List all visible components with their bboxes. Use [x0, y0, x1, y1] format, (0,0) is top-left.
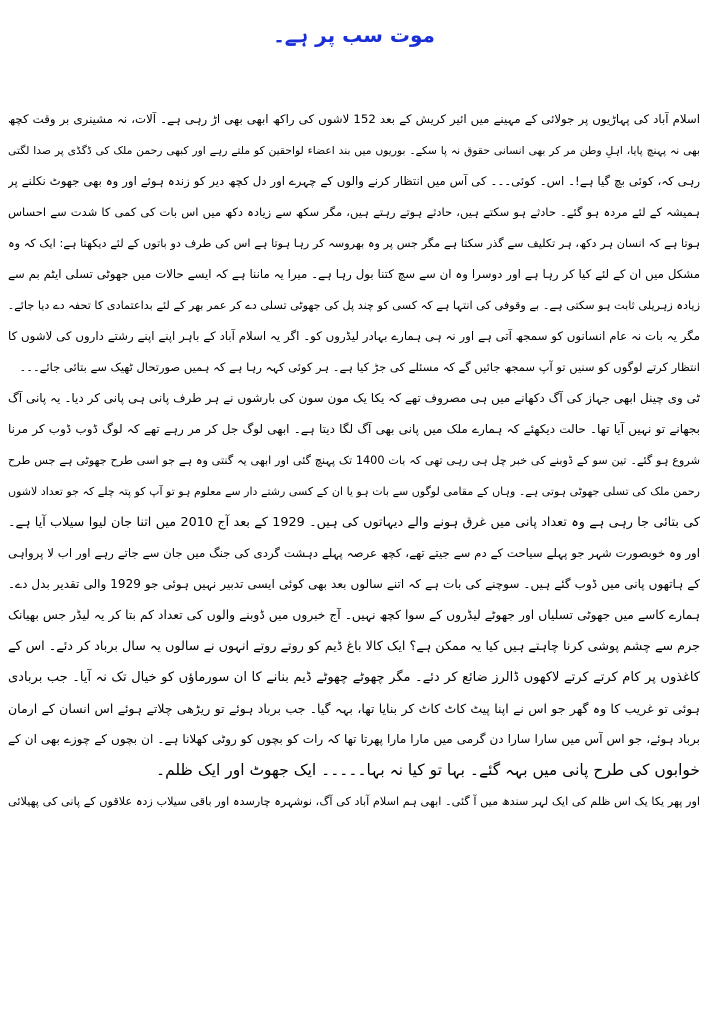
- body-line: کے ہاتھوں پانی میں ڈوب گئے ہیں۔ سوچنے کی بات ہے کہ اتنے سالوں بعد بھی کوئی ایسی تدبیر نہیں ہوئی جو 1929 والی تقدیر بدل دے۔: [8, 577, 700, 591]
- body-line: ہوئی تو غریب کا وہ گھر جو اس نے اپنا پیٹ کاٹ کاٹ کر بنایا تھا، بہہ گیا۔ جب برباد ہوئے تو ریڑھی چلاتے ہوئے اس انسان کے ارمان: [8, 701, 700, 716]
- body-line: رحمن ملک کی تسلی جھوٹی ہوتی ہے۔ وہاں کے مقامی لوگوں سے بات ہو یا ان کے کسی رشتے دار سے معلوم ہو تو آپ کو پتہ چلے کہ جو تعداد لاشوں: [8, 485, 700, 498]
- body-line: جرم سے چشم پوشی کرنا چاہتے ہیں کیا یہ ممکن ہے؟ ایک کالا باغ ڈیم کو روتے روتے انہوں نے سالوں یہ سال برباد کر دئے۔ اس کے: [8, 639, 700, 654]
- body-line: ہمارے کاسے میں جھوٹی تسلیاں اور جھوٹے لیڈروں کے سوا کچھ نہیں۔ آج خبروں میں ڈوبنے والوں کی تعداد کم بتا کر یہ لیڈر جس بھیانک: [8, 608, 700, 622]
- body-line: خوابوں کی طرح پانی میں بہہ گئے۔ بہا تو کیا نہ بہا۔۔۔۔۔ ایک جھوٹ اور ایک ظلم۔: [156, 761, 700, 779]
- body-line: اسلام آباد کی پہاڑیوں پر جولائی کے مہینے میں ائیر کریش کے بعد 152 لاشوں کی راکھ ابھی بھی اڑ رہی ہے۔ آلات، نہ مشینری بر وقت کچھ: [8, 112, 700, 126]
- body-line: رہی کہ، کوئی بچ گیا ہے!۔ اس۔ کوئی۔۔۔ کی آس میں انتظار کرنے والوں کے چہرے اور دل کچھ دیر کو زندہ ہوئے اور وہ بھی جھوٹ نکلنے پر: [8, 174, 700, 188]
- body-line: ہمیشہ کے لئے مردہ ہو گئے۔ حادثے ہو سکتے ہیں، حادثے ہوتے رہتے ہیں، مگر سکھ سے زیادہ دکھ میں اس بات کی کمی کا شدت سے احساس: [8, 205, 700, 219]
- article-body: [8, 104, 700, 817]
- body-line: کی بتائی جا رہی ہے وہ تعداد پانی میں غرق ہونے والے دیہاتوں کی ہیں۔ 1929 کے بعد آج 2010 میں اتنا جان لیوا سیلاب آیا ہے۔: [8, 515, 700, 530]
- body-line: اور پھر یکا یک اس ظلم کی ایک لہر سندھ میں آ گئی۔ ابھی ہم اسلام آباد کی آگ، نوشہرہ چارسدہ اور باقی سیلاب زدہ علاقوں کے پانی کی پھیلائی: [8, 795, 700, 808]
- body-line: شروع ہو گئے۔ تین سو کے ڈوبنے کی خبر چل ہی رہی تھی کہ بات 1400 تک پہنچ گئی اور ابھی یہ گنتی وہ ہے جو اسی طرح جھوٹی ہے جس طرح: [8, 454, 700, 467]
- body-line: برباد ہوئے، جو اس آس میں سارا سارا دن گرمی میں مارا مارا پھرتا تھا کہ رات کو بچوں کو روٹی کھلانا ہے۔ ان بچوں کے چوزے بھی ان کے: [8, 732, 700, 746]
- body-line: بجھانے تو نہیں آیا تھا۔ حالت دیکھئے کہ ہمارے ملک میں پانی بھی آگ لگا دیتا ہے۔ ابھی لوگ جل کر مر رہے تھے کہ لوگ ڈوب ڈوب کر مرنا: [8, 422, 700, 436]
- body-line: مگر یہ بات نہ عام انسانوں کو سمجھ آتی ہے اور نہ ہی ہمارے بہادر لیڈروں کو۔ اگر یہ اسلام آباد کے باہر اپنے اپنے رشتے داروں کی لاشوں کا: [8, 329, 700, 343]
- body-line: مشکل میں ان کے لئے کیا کر رہا ہے اور دوسرا وہ ان سے سچ کتنا بول رہا ہے۔ میرا یہ ماننا ہے کہ ایسے حالات میں جھوٹی تسلی ایٹم بم سے: [8, 267, 700, 281]
- body-line: زیادہ زہریلی ثابت ہو سکتی ہے۔ بے وقوفی کی انتہا ہے کہ کسی کو چند پل کی جھوٹی تسلی دے کر عمر بھر کے لئے بداعتمادی کا تحفہ دے دیا جائے۔: [8, 299, 700, 312]
- body-line: بھی نہ پہنچ پایا، اہلِ وطن مر کر بھی انسانی حقوق نہ پا سکے۔ بوریوں میں بند اعضاء لواحقین کو ملتے رہے اور کبھی رحمن ملک کی ڈگڈی پر صدا لگتی: [8, 144, 700, 157]
- article-title: موت سب پر ہے۔: [273, 23, 435, 47]
- body-line: کاغذوں پر کام کرتے کرتے لاکھوں ڈالرز ضائع کر دئے۔ مگر چھوٹے چھوٹے ڈیم بنانے کا ان سورماؤں کو خیال تک نہ آیا۔ جب بربادی: [8, 670, 700, 685]
- body-line: انتظار کرتے لوگوں کو سنیں تو آپ سمجھ جائیں گے کہ مسئلے کی جڑ کیا ہے۔ ہر کوئی کہہ رہا ہے کہ ہمیں صورتحال ٹھیک سے بتائی جائے۔۔۔: [19, 360, 700, 374]
- body-line: اور وہ خوبصورت شہر جو پہلے سیاحت کے دم سے جیتے تھے، کچھ عرصہ پہلے دہشت گردی کی جنگ میں جان سے جاتے رہے اور اب لا پرواہی: [8, 546, 700, 560]
- body-line: ٹی وی چینل ابھی جہاز کی آگ دکھانے میں ہی مصروف تھے کہ یکا یک مون سون کی بارشوں نے ہر طرف پانی ہی پانی کر دیا۔ یہ پانی آگ: [8, 391, 700, 405]
- body-line: ہوتا ہے کہ انسان ہر دکھ، ہر تکلیف سے گذر سکتا ہے مگر جس پر وہ بھروسہ کر رہا ہوتا ہے اس کی طرف دو باتوں کے لئے دیکھتا ہے: ایک کہ وہ: [8, 237, 700, 250]
